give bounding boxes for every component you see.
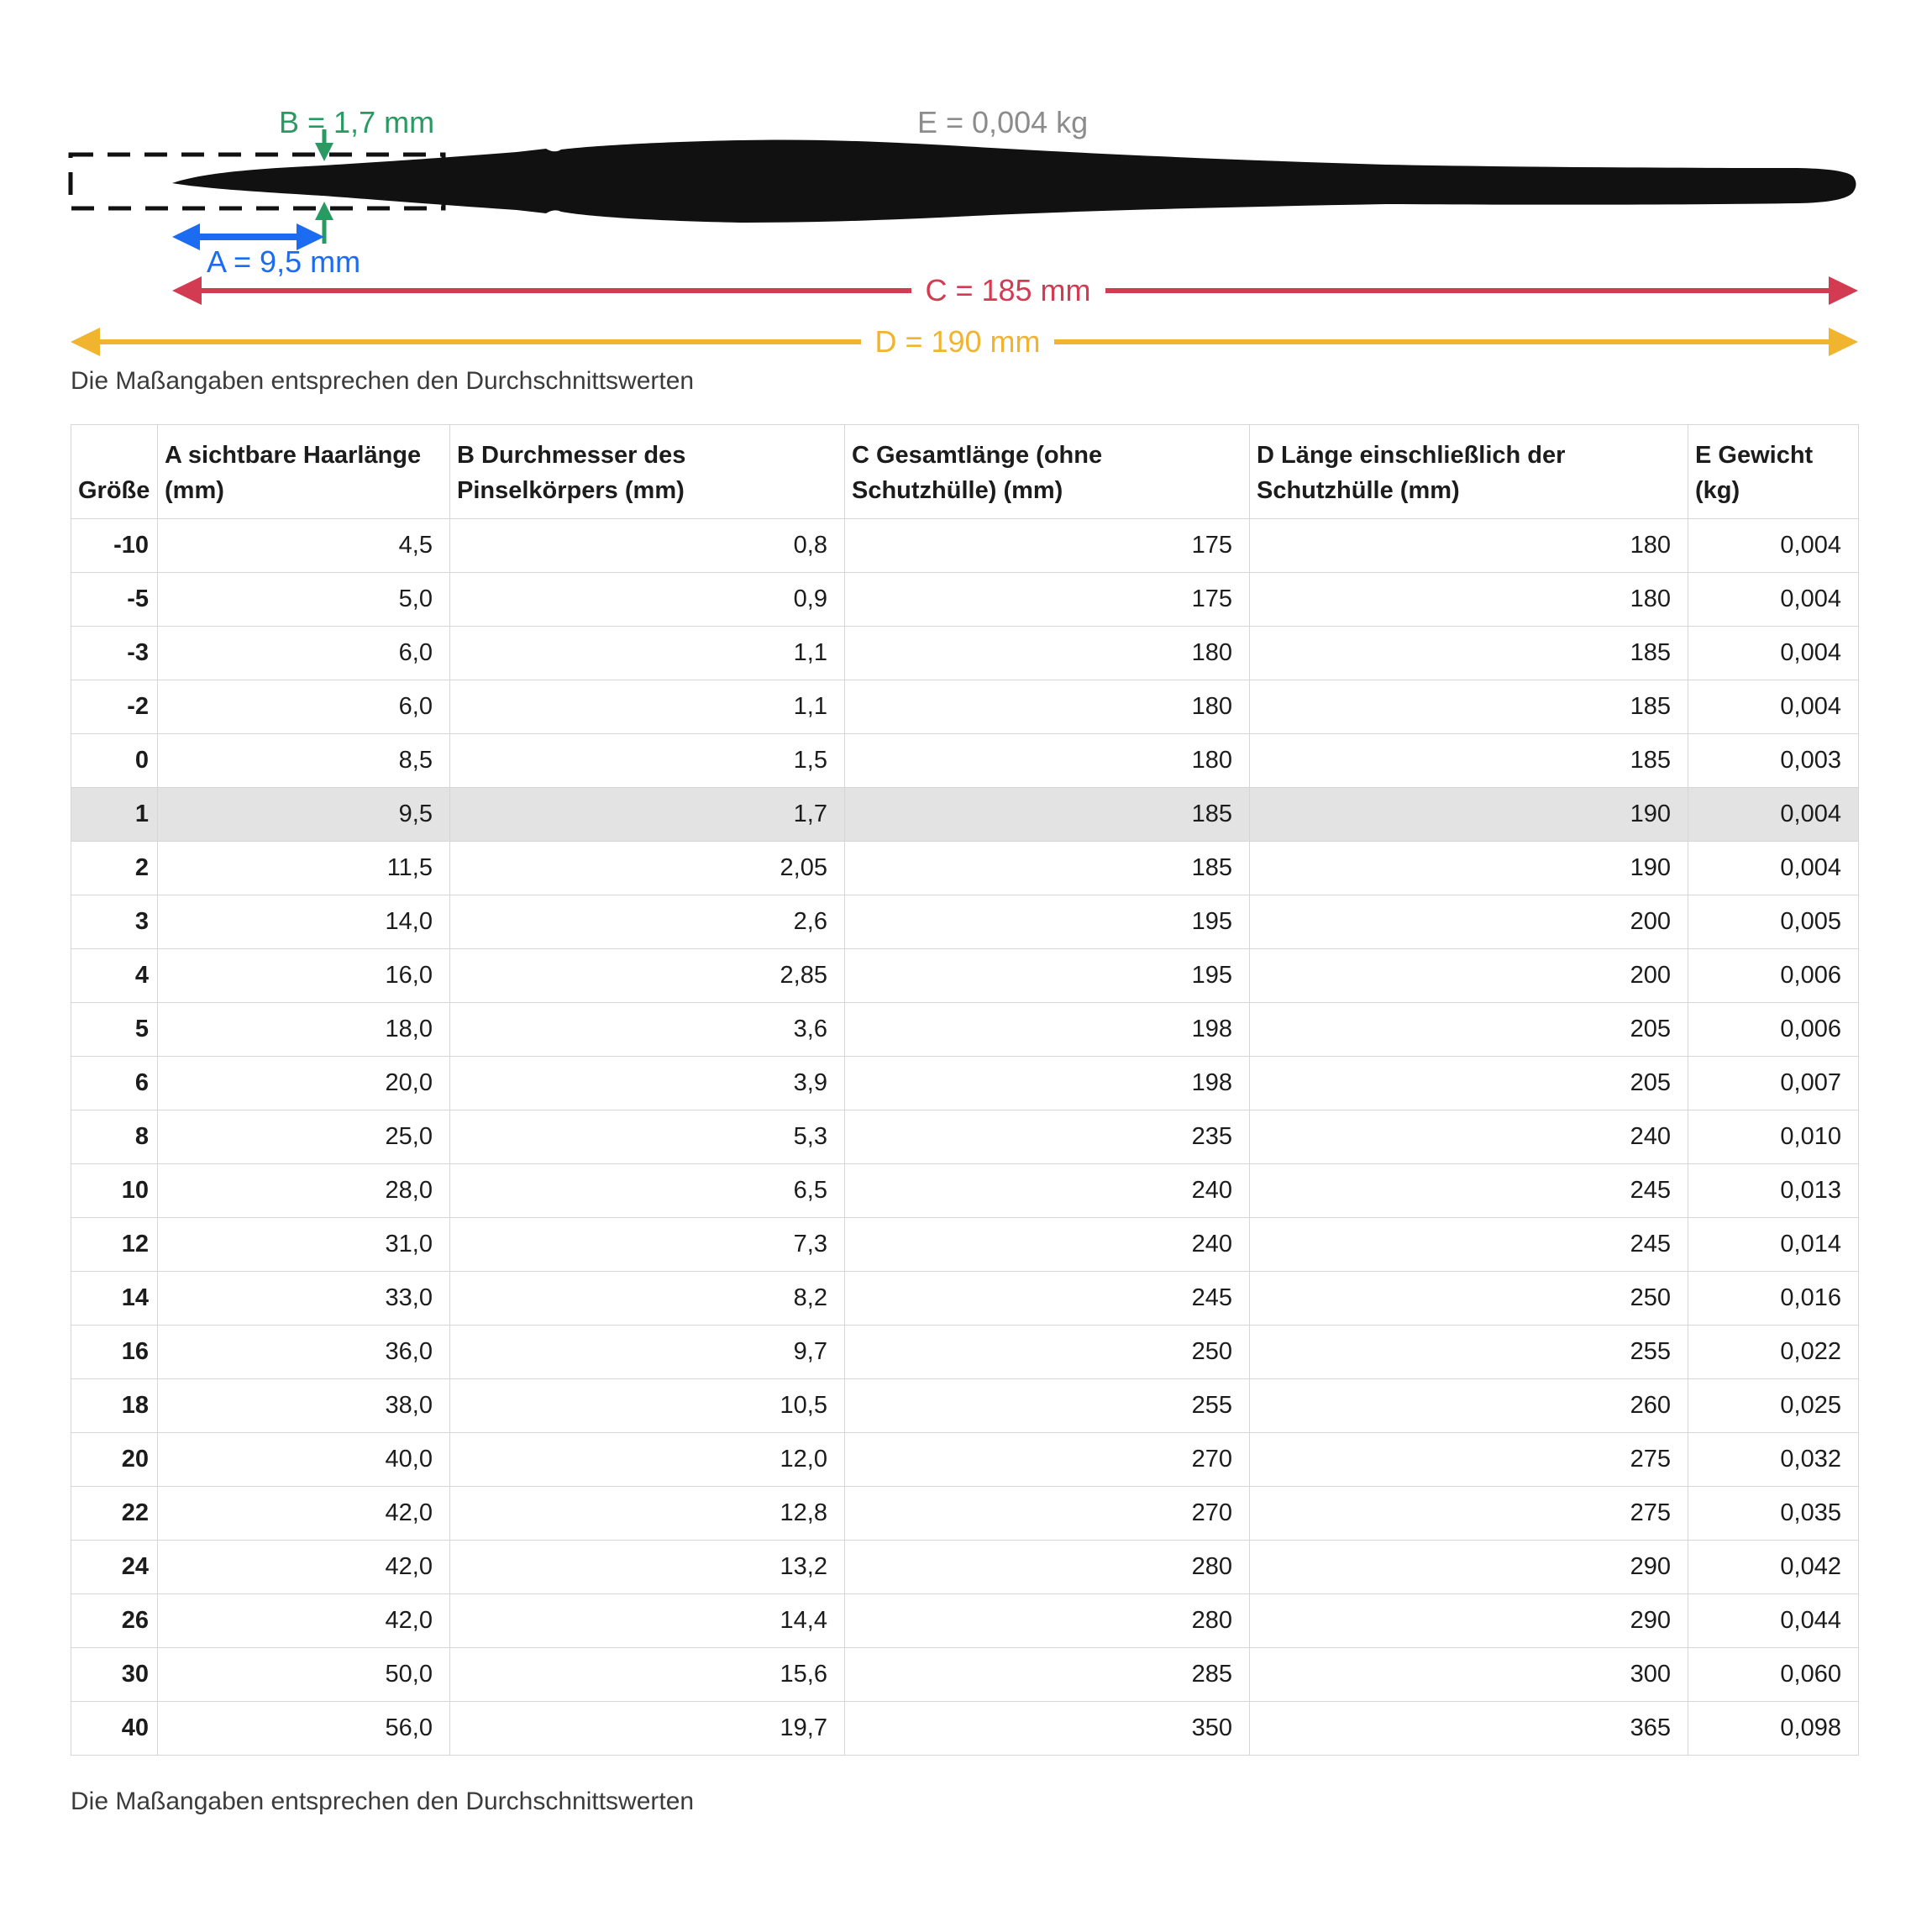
table-row bbox=[71, 1379, 1859, 1433]
cell-b-durchmesser: 2,05 bbox=[450, 842, 845, 895]
cell-d-laenge: 200 bbox=[1250, 895, 1688, 949]
cell-b-durchmesser: 14,4 bbox=[450, 1594, 845, 1648]
cell-e-gewicht: 0,004 bbox=[1688, 680, 1859, 734]
label-c-total-length: C = 185 mm bbox=[925, 273, 1091, 307]
cell-b-durchmesser: 12,0 bbox=[450, 1433, 845, 1487]
cell-size: 12 bbox=[71, 1218, 158, 1272]
cell-a-haarlaenge: 8,5 bbox=[158, 734, 450, 788]
cell-a-haarlaenge: 20,0 bbox=[158, 1057, 450, 1110]
cell-c-gesamtlaenge: 270 bbox=[845, 1433, 1250, 1487]
table-row bbox=[71, 519, 1859, 573]
cell-b-durchmesser: 12,8 bbox=[450, 1487, 845, 1541]
cell-b-durchmesser: 2,6 bbox=[450, 895, 845, 949]
cell-size: 6 bbox=[71, 1057, 158, 1110]
cell-b-durchmesser: 3,6 bbox=[450, 1003, 845, 1057]
cell-c-gesamtlaenge: 250 bbox=[845, 1326, 1250, 1379]
cell-a-haarlaenge: 33,0 bbox=[158, 1272, 450, 1326]
cell-d-laenge: 275 bbox=[1250, 1487, 1688, 1541]
table-row bbox=[71, 1110, 1859, 1164]
cell-a-haarlaenge: 6,0 bbox=[158, 680, 450, 734]
cell-e-gewicht: 0,098 bbox=[1688, 1702, 1859, 1756]
table-row bbox=[71, 680, 1859, 734]
cell-size: 0 bbox=[71, 734, 158, 788]
cell-e-gewicht: 0,044 bbox=[1688, 1594, 1859, 1648]
cell-e-gewicht: 0,007 bbox=[1688, 1057, 1859, 1110]
cell-d-laenge: 300 bbox=[1250, 1648, 1688, 1702]
table-row bbox=[71, 1272, 1859, 1326]
header-e-gewicht: E Gewicht (kg) bbox=[1688, 425, 1859, 519]
cell-a-haarlaenge: 40,0 bbox=[158, 1433, 450, 1487]
cell-c-gesamtlaenge: 235 bbox=[845, 1110, 1250, 1164]
cell-size: 40 bbox=[71, 1702, 158, 1756]
cell-size: 10 bbox=[71, 1164, 158, 1218]
size-spec-table bbox=[71, 424, 1859, 1756]
cell-size: 14 bbox=[71, 1272, 158, 1326]
cell-e-gewicht: 0,003 bbox=[1688, 734, 1859, 788]
cell-e-gewicht: 0,022 bbox=[1688, 1326, 1859, 1379]
cell-b-durchmesser: 7,3 bbox=[450, 1218, 845, 1272]
cell-size: 30 bbox=[71, 1648, 158, 1702]
table-row bbox=[71, 895, 1859, 949]
cell-size: -3 bbox=[71, 627, 158, 680]
cell-c-gesamtlaenge: 180 bbox=[845, 734, 1250, 788]
cell-b-durchmesser: 6,5 bbox=[450, 1164, 845, 1218]
cell-b-durchmesser: 1,1 bbox=[450, 627, 845, 680]
cell-size: 22 bbox=[71, 1487, 158, 1541]
cell-e-gewicht: 0,032 bbox=[1688, 1433, 1859, 1487]
cell-c-gesamtlaenge: 180 bbox=[845, 680, 1250, 734]
cell-b-durchmesser: 8,2 bbox=[450, 1272, 845, 1326]
cell-c-gesamtlaenge: 175 bbox=[845, 573, 1250, 627]
cell-e-gewicht: 0,004 bbox=[1688, 788, 1859, 842]
cell-e-gewicht: 0,060 bbox=[1688, 1648, 1859, 1702]
table-row bbox=[71, 573, 1859, 627]
cell-e-gewicht: 0,042 bbox=[1688, 1541, 1859, 1594]
cell-b-durchmesser: 19,7 bbox=[450, 1702, 845, 1756]
cell-a-haarlaenge: 4,5 bbox=[158, 519, 450, 573]
cell-c-gesamtlaenge: 240 bbox=[845, 1218, 1250, 1272]
cell-d-laenge: 245 bbox=[1250, 1164, 1688, 1218]
cell-c-gesamtlaenge: 255 bbox=[845, 1379, 1250, 1433]
cell-c-gesamtlaenge: 280 bbox=[845, 1594, 1250, 1648]
cell-d-laenge: 185 bbox=[1250, 680, 1688, 734]
cell-d-laenge: 190 bbox=[1250, 842, 1688, 895]
cell-c-gesamtlaenge: 175 bbox=[845, 519, 1250, 573]
cell-c-gesamtlaenge: 240 bbox=[845, 1164, 1250, 1218]
label-d-length-with-cover: D = 190 mm bbox=[874, 324, 1041, 359]
cell-d-laenge: 245 bbox=[1250, 1218, 1688, 1272]
cell-e-gewicht: 0,016 bbox=[1688, 1272, 1859, 1326]
cell-d-laenge: 260 bbox=[1250, 1379, 1688, 1433]
table-row bbox=[71, 627, 1859, 680]
table-row bbox=[71, 734, 1859, 788]
cell-size: 1 bbox=[71, 788, 158, 842]
cell-b-durchmesser: 1,1 bbox=[450, 680, 845, 734]
cell-d-laenge: 200 bbox=[1250, 949, 1688, 1003]
cell-d-laenge: 250 bbox=[1250, 1272, 1688, 1326]
cell-size: 5 bbox=[71, 1003, 158, 1057]
table-row bbox=[71, 1541, 1859, 1594]
cell-e-gewicht: 0,014 bbox=[1688, 1218, 1859, 1272]
cell-e-gewicht: 0,010 bbox=[1688, 1110, 1859, 1164]
cell-size: 18 bbox=[71, 1379, 158, 1433]
cell-a-haarlaenge: 28,0 bbox=[158, 1164, 450, 1218]
cell-b-durchmesser: 5,3 bbox=[450, 1110, 845, 1164]
cell-b-durchmesser: 15,6 bbox=[450, 1648, 845, 1702]
cell-size: 16 bbox=[71, 1326, 158, 1379]
cell-a-haarlaenge: 25,0 bbox=[158, 1110, 450, 1164]
cell-e-gewicht: 0,006 bbox=[1688, 1003, 1859, 1057]
cell-b-durchmesser: 3,9 bbox=[450, 1057, 845, 1110]
cell-size: 3 bbox=[71, 895, 158, 949]
cell-c-gesamtlaenge: 350 bbox=[845, 1702, 1250, 1756]
cell-size: 20 bbox=[71, 1433, 158, 1487]
cell-a-haarlaenge: 56,0 bbox=[158, 1702, 450, 1756]
table-row bbox=[71, 1433, 1859, 1487]
cell-e-gewicht: 0,004 bbox=[1688, 573, 1859, 627]
cell-c-gesamtlaenge: 280 bbox=[845, 1541, 1250, 1594]
cell-b-durchmesser: 13,2 bbox=[450, 1541, 845, 1594]
cell-size: 26 bbox=[71, 1594, 158, 1648]
table-row bbox=[71, 1164, 1859, 1218]
cell-d-laenge: 185 bbox=[1250, 627, 1688, 680]
cell-c-gesamtlaenge: 198 bbox=[845, 1057, 1250, 1110]
cell-size: 8 bbox=[71, 1110, 158, 1164]
table-header-row bbox=[71, 425, 1859, 519]
cell-a-haarlaenge: 38,0 bbox=[158, 1379, 450, 1433]
header-b-durchmesser: B Durchmesser des Pinselkörpers (mm) bbox=[450, 425, 845, 519]
cell-c-gesamtlaenge: 180 bbox=[845, 627, 1250, 680]
cell-d-laenge: 185 bbox=[1250, 734, 1688, 788]
cell-a-haarlaenge: 9,5 bbox=[158, 788, 450, 842]
cell-c-gesamtlaenge: 285 bbox=[845, 1648, 1250, 1702]
cell-size: -10 bbox=[71, 519, 158, 573]
table-row bbox=[71, 842, 1859, 895]
cell-d-laenge: 180 bbox=[1250, 573, 1688, 627]
cell-c-gesamtlaenge: 198 bbox=[845, 1003, 1250, 1057]
cell-b-durchmesser: 9,7 bbox=[450, 1326, 845, 1379]
table-row bbox=[71, 949, 1859, 1003]
cell-c-gesamtlaenge: 195 bbox=[845, 949, 1250, 1003]
average-values-note-top: Die Maßangaben entsprechen den Durchschnittswerten bbox=[71, 367, 695, 395]
cell-b-durchmesser: 0,9 bbox=[450, 573, 845, 627]
table-row bbox=[71, 1648, 1859, 1702]
cell-e-gewicht: 0,006 bbox=[1688, 949, 1859, 1003]
cell-b-durchmesser: 10,5 bbox=[450, 1379, 845, 1433]
cell-e-gewicht: 0,025 bbox=[1688, 1379, 1859, 1433]
cell-a-haarlaenge: 42,0 bbox=[158, 1541, 450, 1594]
table-row bbox=[71, 1487, 1859, 1541]
table-row bbox=[71, 788, 1859, 842]
cell-b-durchmesser: 0,8 bbox=[450, 519, 845, 573]
cell-d-laenge: 290 bbox=[1250, 1541, 1688, 1594]
cell-a-haarlaenge: 6,0 bbox=[158, 627, 450, 680]
table-row bbox=[71, 1003, 1859, 1057]
cell-a-haarlaenge: 18,0 bbox=[158, 1003, 450, 1057]
cell-d-laenge: 190 bbox=[1250, 788, 1688, 842]
cell-d-laenge: 365 bbox=[1250, 1702, 1688, 1756]
header-d-laenge-schutzhuelle: D Länge einschließlich der Schutzhülle (mm) bbox=[1250, 425, 1688, 519]
cell-e-gewicht: 0,005 bbox=[1688, 895, 1859, 949]
label-a-hair-length: A = 9,5 mm bbox=[207, 244, 361, 279]
cell-d-laenge: 240 bbox=[1250, 1110, 1688, 1164]
cell-a-haarlaenge: 14,0 bbox=[158, 895, 450, 949]
cell-a-haarlaenge: 50,0 bbox=[158, 1648, 450, 1702]
header-a-haarlaenge: A sichtbare Haarlänge (mm) bbox=[158, 425, 450, 519]
label-b-diameter: B = 1,7 mm bbox=[279, 105, 435, 139]
cell-a-haarlaenge: 16,0 bbox=[158, 949, 450, 1003]
cell-d-laenge: 255 bbox=[1250, 1326, 1688, 1379]
table-row bbox=[71, 1057, 1859, 1110]
cell-b-durchmesser: 1,5 bbox=[450, 734, 845, 788]
cell-b-durchmesser: 1,7 bbox=[450, 788, 845, 842]
table-row bbox=[71, 1702, 1859, 1756]
cell-e-gewicht: 0,004 bbox=[1688, 842, 1859, 895]
cell-a-haarlaenge: 36,0 bbox=[158, 1326, 450, 1379]
cell-c-gesamtlaenge: 185 bbox=[845, 788, 1250, 842]
header-groesse: Größe bbox=[71, 425, 158, 519]
cell-d-laenge: 275 bbox=[1250, 1433, 1688, 1487]
cell-d-laenge: 290 bbox=[1250, 1594, 1688, 1648]
cell-a-haarlaenge: 11,5 bbox=[158, 842, 450, 895]
cell-e-gewicht: 0,013 bbox=[1688, 1164, 1859, 1218]
cell-d-laenge: 205 bbox=[1250, 1057, 1688, 1110]
cell-size: 4 bbox=[71, 949, 158, 1003]
table-row bbox=[71, 1326, 1859, 1379]
cell-size: -2 bbox=[71, 680, 158, 734]
cell-a-haarlaenge: 42,0 bbox=[158, 1487, 450, 1541]
cell-size: 2 bbox=[71, 842, 158, 895]
average-values-note-bottom: Die Maßangaben entsprechen den Durchschnittswerten bbox=[71, 1788, 695, 1815]
cell-e-gewicht: 0,035 bbox=[1688, 1487, 1859, 1541]
cell-c-gesamtlaenge: 270 bbox=[845, 1487, 1250, 1541]
table-row bbox=[71, 1218, 1859, 1272]
cell-c-gesamtlaenge: 245 bbox=[845, 1272, 1250, 1326]
cell-a-haarlaenge: 5,0 bbox=[158, 573, 450, 627]
cell-e-gewicht: 0,004 bbox=[1688, 519, 1859, 573]
cell-d-laenge: 205 bbox=[1250, 1003, 1688, 1057]
cell-size: -5 bbox=[71, 573, 158, 627]
cell-c-gesamtlaenge: 185 bbox=[845, 842, 1250, 895]
table-row bbox=[71, 1594, 1859, 1648]
cell-a-haarlaenge: 42,0 bbox=[158, 1594, 450, 1648]
cell-a-haarlaenge: 31,0 bbox=[158, 1218, 450, 1272]
header-c-gesamtlaenge: C Gesamtlänge (ohne Schutzhülle) (mm) bbox=[845, 425, 1250, 519]
label-e-weight: E = 0,004 kg bbox=[917, 105, 1089, 139]
cell-d-laenge: 180 bbox=[1250, 519, 1688, 573]
cell-c-gesamtlaenge: 195 bbox=[845, 895, 1250, 949]
cell-size: 24 bbox=[71, 1541, 158, 1594]
cell-e-gewicht: 0,004 bbox=[1688, 627, 1859, 680]
cell-b-durchmesser: 2,85 bbox=[450, 949, 845, 1003]
